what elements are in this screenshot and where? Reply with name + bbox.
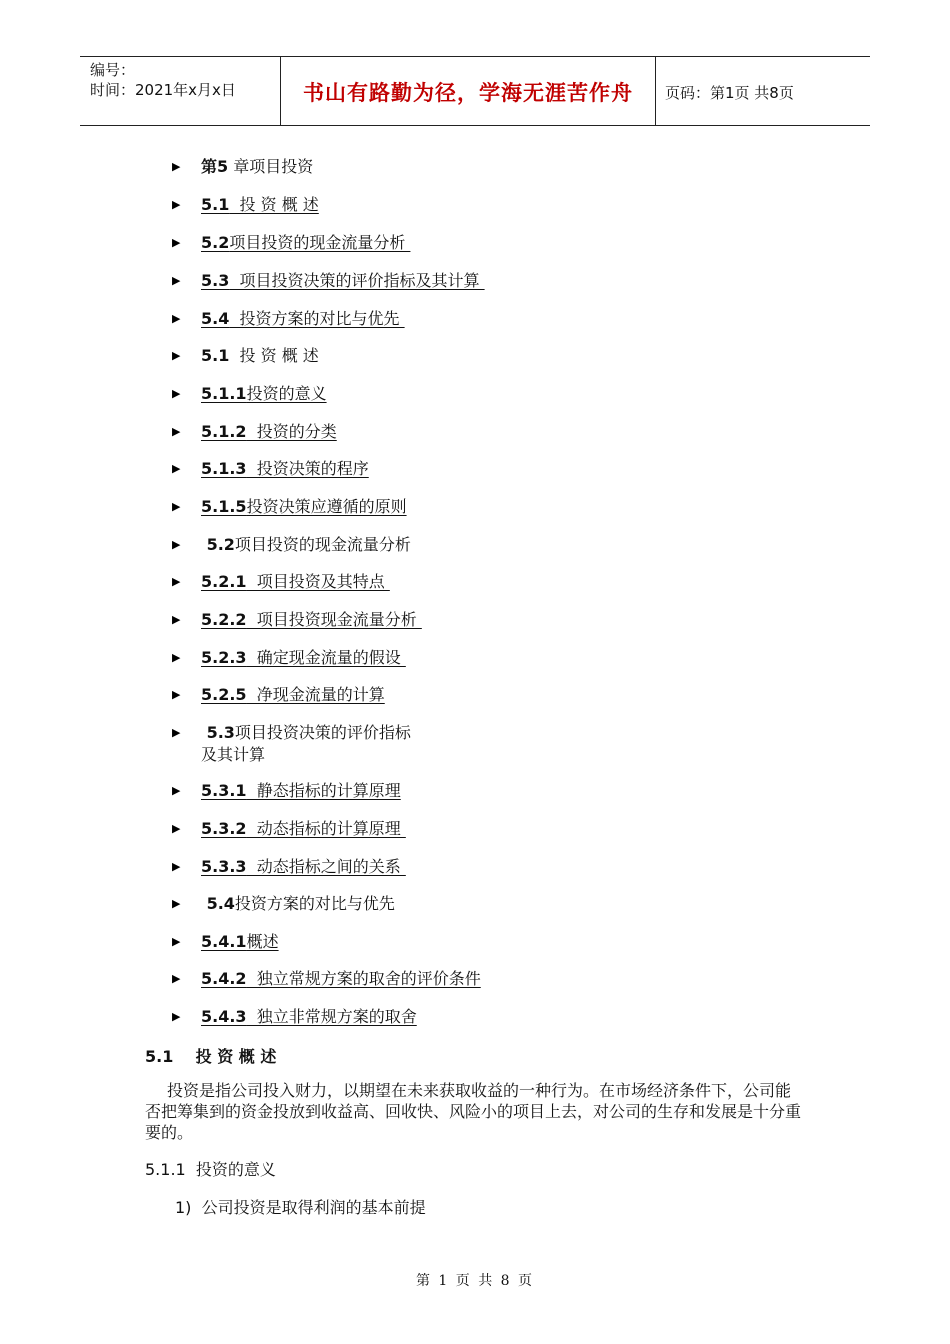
toc-label <box>201 345 319 367</box>
toc-number: 5.2.1 <box>201 572 247 591</box>
toc-number: 5.3.2 <box>201 819 247 838</box>
toc-title: 概述 <box>246 932 279 951</box>
bullet-arrow-icon: ▶ <box>172 575 181 588</box>
toc-number: 5.2.5 <box>201 685 247 704</box>
toc-number: 5.4.1 <box>201 932 247 951</box>
bullet-arrow-icon: ▶ <box>172 726 181 739</box>
toc-link[interactable] <box>201 647 406 669</box>
bullet-arrow-icon: ▶ <box>172 860 181 873</box>
toc-title: 项目投资现金流量分析 <box>246 610 422 629</box>
bullet-arrow-icon: ▶ <box>172 500 181 513</box>
bullet-arrow-icon: ▶ <box>172 236 181 249</box>
bullet-arrow-icon: ▶ <box>172 935 181 948</box>
toc-title: 章项目投资 <box>228 157 314 176</box>
bullet-arrow-icon: ▶ <box>172 312 181 325</box>
toc-label <box>201 722 411 744</box>
toc-label <box>201 534 411 556</box>
toc-number: 5.3.1 <box>201 781 247 800</box>
toc-link[interactable] <box>201 684 385 706</box>
toc-title: 投资方案的对比与优先 <box>229 309 405 328</box>
toc-number: 5.1 <box>201 346 230 365</box>
bullet-arrow-icon: ▶ <box>172 349 181 362</box>
toc-number: 5.3 <box>201 271 230 290</box>
bullet-arrow-icon: ▶ <box>172 198 181 211</box>
toc-link[interactable] <box>201 383 327 405</box>
toc-title: 投资的意义 <box>246 384 327 403</box>
body-paragraph <box>145 1080 805 1143</box>
body-paragraph-text: 投资是指公司投入财力，以期望在未来获取收益的一种行为。在市场经济条件下，公司能否把筹集到的资金投放到收益高、回收快、风险小的项目上去，对公司的生存和发展是十分重要的。 <box>145 1081 802 1142</box>
toc-link[interactable] <box>201 232 410 254</box>
toc-number: 5.4 <box>201 894 235 913</box>
page-header <box>80 56 870 126</box>
bullet-arrow-icon: ▶ <box>172 822 181 835</box>
toc-number: 5.1 <box>201 195 230 214</box>
toc-link[interactable] <box>201 496 407 518</box>
toc-link[interactable] <box>201 968 481 990</box>
toc-number: 5.1.5 <box>201 497 247 516</box>
bullet-arrow-icon: ▶ <box>172 972 181 985</box>
toc-title: 项目投资决策的评价指标 <box>234 723 411 742</box>
toc-number: 5.1.2 <box>201 422 247 441</box>
toc-title: 静态指标的计算原理 <box>246 781 401 800</box>
bullet-arrow-icon: ▶ <box>172 425 181 438</box>
bullet-arrow-icon: ▶ <box>172 784 181 797</box>
toc-title: 动态指标的计算原理 <box>246 819 406 838</box>
toc-number: 5.3 <box>201 723 235 742</box>
toc-link[interactable] <box>201 780 401 802</box>
toc-title: 独立常规方案的取舍的评价条件 <box>246 969 481 988</box>
header-motto: 书山有路勤为径，学海无涯苦作舟 <box>303 80 633 105</box>
toc-title: 投资决策的程序 <box>246 459 369 478</box>
toc-title: 项目投资决策的评价指标及其计算 <box>229 271 485 290</box>
toc-title: 投 资 概 述 <box>229 195 319 214</box>
toc-label <box>201 893 395 915</box>
toc-link[interactable] <box>201 609 422 631</box>
bullet-arrow-icon: ▶ <box>172 613 181 626</box>
toc-link[interactable] <box>201 194 319 216</box>
toc-title: 投资方案的对比与优先 <box>234 894 395 913</box>
toc-title: 净现金流量的计算 <box>246 685 385 704</box>
bullet-arrow-icon: ▶ <box>172 538 181 551</box>
toc-number: 5.2 <box>201 535 235 554</box>
list-item: 1) 公司投资是取得利润的基本前提 <box>175 1198 426 1217</box>
doc-date-label: 时间：2021年x月x日 <box>90 81 236 99</box>
toc-number: 5.1.1 <box>201 384 247 403</box>
header-meta-cell <box>80 57 280 125</box>
toc-number: 5.3.3 <box>201 857 247 876</box>
bullet-arrow-icon: ▶ <box>172 1010 181 1023</box>
toc-title: 确定现金流量的假设 <box>246 648 406 667</box>
toc-link[interactable] <box>201 270 485 292</box>
subsection-heading: 5.1.1 投资的意义 <box>145 1160 276 1179</box>
toc-number: 5.2 <box>201 233 230 252</box>
toc-number: 5.2.2 <box>201 610 247 629</box>
bullet-arrow-icon: ▶ <box>172 160 181 173</box>
toc-title: 投资决策应遵循的原则 <box>246 497 407 516</box>
toc-number: 5.4 <box>201 309 230 328</box>
toc-title: 独立非常规方案的取舍 <box>246 1007 417 1026</box>
page-footer: 第 1 页 共 8 页 <box>415 1273 535 1289</box>
doc-number-label: 编号： <box>90 61 136 79</box>
toc-link[interactable] <box>201 421 337 443</box>
toc-title: 项目投资的现金流量分析 <box>234 535 411 554</box>
toc-link[interactable] <box>201 818 406 840</box>
toc-number: 5.1.3 <box>201 459 247 478</box>
toc-title: 动态指标之间的关系 <box>246 857 406 876</box>
header-page-cell <box>655 57 870 125</box>
toc-link[interactable] <box>201 458 369 480</box>
toc-link[interactable] <box>201 308 405 330</box>
bullet-arrow-icon: ▶ <box>172 651 181 664</box>
bullet-arrow-icon: ▶ <box>172 462 181 475</box>
toc-title: 投 资 概 述 <box>229 346 319 365</box>
toc-number: 5.2.3 <box>201 648 247 667</box>
toc-number: 5.4.2 <box>201 969 247 988</box>
toc-label <box>201 156 313 178</box>
bullet-arrow-icon: ▶ <box>172 387 181 400</box>
bullet-arrow-icon: ▶ <box>172 688 181 701</box>
bullet-arrow-icon: ▶ <box>172 274 181 287</box>
toc-link[interactable] <box>201 856 406 878</box>
header-motto-cell <box>280 57 656 125</box>
toc-title: 投资的分类 <box>246 422 337 441</box>
toc-title: 项目投资的现金流量分析 <box>229 233 411 252</box>
header-page-info: 页码：第1页 共8页 <box>665 84 794 102</box>
toc-link[interactable] <box>201 931 279 953</box>
section-heading: 5.1 投 资 概 述 <box>145 1047 277 1066</box>
toc-title: 项目投资及其特点 <box>246 572 390 591</box>
toc-link[interactable] <box>201 571 390 593</box>
bullet-arrow-icon: ▶ <box>172 897 181 910</box>
toc-title-continuation: 及其计算 <box>201 745 266 764</box>
toc-link[interactable] <box>201 1006 417 1028</box>
toc-number: 第5 <box>201 157 229 176</box>
toc-number: 5.4.3 <box>201 1007 247 1026</box>
